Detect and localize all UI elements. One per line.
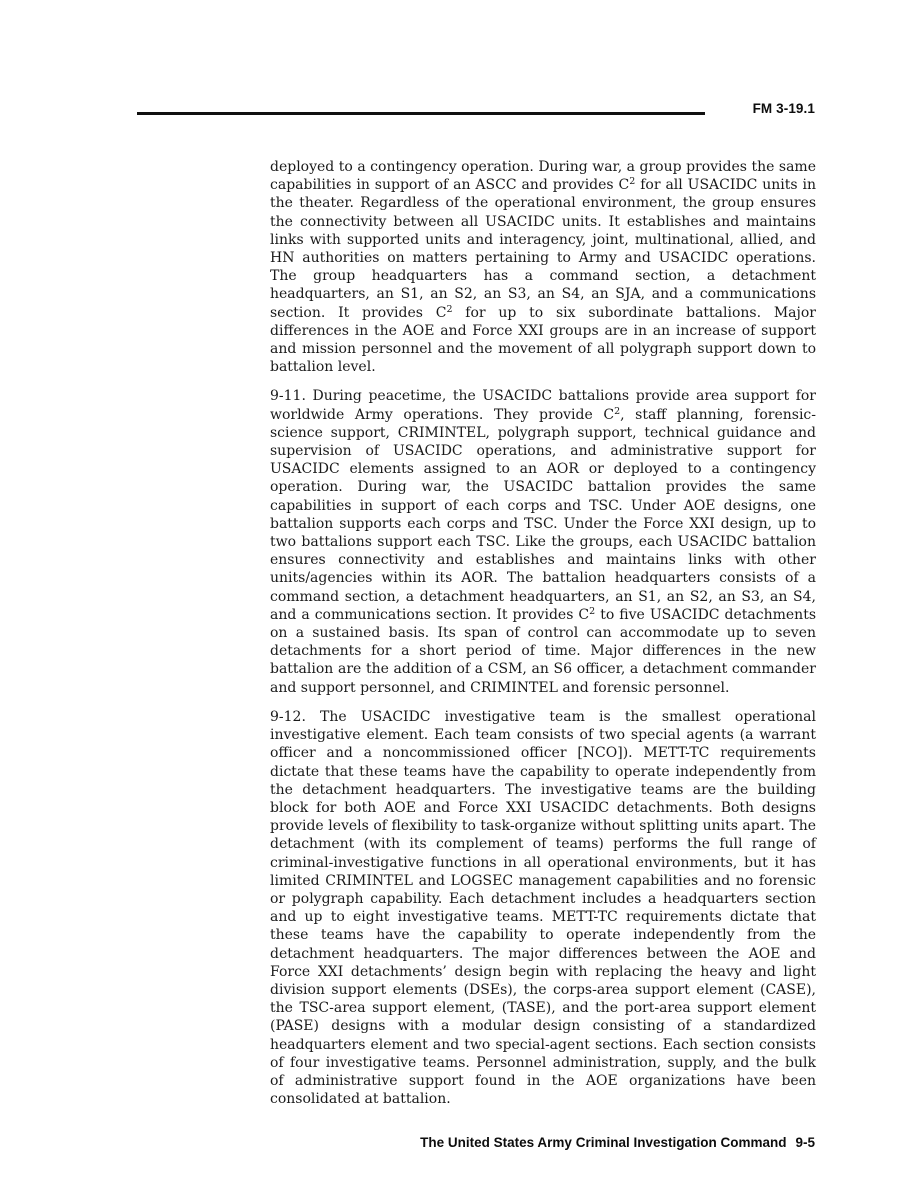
paragraph: deployed to a contingency operation. During war, a group provides the same capabilities in support of an ASCC and provides $C^2$ for all USACIDC units in the theater. Regardless of the operational environment, the group ensures the connectivity between all USACIDC units. It establishes and maintains links with supported units and interagency, joint, multinational, allied, and HN authorities on matters pertaining to Army and USACIDC operations. The group headquarters has a command section, a detachment headquarters, an S1, an S2, an S3, an S4, an SJA, and a communications section. It provides $C^2$ for up to six subordinate battalions. Major differences in the AOE and Force XXI groups are in an increase of support and mission personnel and the movement of all polygraph support down to battalion level. [270, 159, 817, 376]
page-number: 9-5 [795, 1135, 815, 1150]
body-text [270, 158, 816, 1119]
superscript: 2 [629, 176, 636, 188]
superscript: 2 [614, 405, 621, 417]
document-number: FM 3-19.1 [752, 101, 815, 116]
header-rule [137, 112, 705, 115]
superscript: 2 [589, 605, 596, 617]
footer-title: The United States Army Criminal Investigation Command [420, 1135, 787, 1150]
paragraph: 9-11. During peacetime, the USACIDC battalions provide area support for worldwide Army operations. They provide $C^2$, staff planning, forensic-science support, CRIMINTEL, polygraph support, technical guidance and supervision of USACIDC operations, and administrative support for USACIDC elements assigned to an AOR or deployed to a contingency operation. During war, the USACIDC battalion provides the same capabilities in support of each corps and TSC. Under AOE designs, one battalion supports each corps and TSC. Under the Force XXI design, up to two battalions support each TSC. Like the groups, each USACIDC battalion ensures connectivity and establishes and maintains links with other units/agencies within its AOR. The battalion headquarters consists of a command section, a detachment headquarters, an S1, an S2, an S3, an S4, and a communications section. It provides $C^2$ to five USACIDC detachments on a sustained basis. Its span of control can accommodate up to seven detachments for a short period of time. Major differences in the new battalion are the addition of a CSM, an S6 officer, a detachment commander and support personnel, and CRIMINTEL and forensic personnel. [270, 388, 816, 696]
page-footer [420, 1135, 815, 1150]
superscript: 2 [446, 303, 453, 315]
paragraph: 9-12. The USACIDC investigative team is the smallest operational investigative element. Each team consists of two special agents (a warrant officer and a noncommissioned officer [NCO]). METT-TC requirements dictate that these teams have the capability to operate independently from the detachment headquarters. The investigative teams are the building block for both AOE and Force XXI USACIDC detachments. Both designs provide levels of flexibility to task-organize without splitting units apart. The detachment (with its complement of teams) performs the full range of criminal-investigative functions in all operational environments, but it has limited CRIMINTEL and LOGSEC management capabilities and no forensic or polygraph capability. Each detachment includes a headquarters section and up to eight investigative teams. METT-TC requirements dictate that these teams have the capability to operate independently from the detachment headquarters. The major differences between the AOE and Force XXI detachments’ design begin with replacing the heavy and light division support elements (DSEs), the corps-area support element (CASE), the TSC-area support element, (TASE), and the port-area support element (PASE) designs with a modular design consisting of a standardized headquarters element and two special-agent sections. Each section consists of four investigative teams. Personnel administration, supply, and the bulk of administrative support found in the AOE organizations have been consolidated at battalion. [270, 708, 816, 1108]
